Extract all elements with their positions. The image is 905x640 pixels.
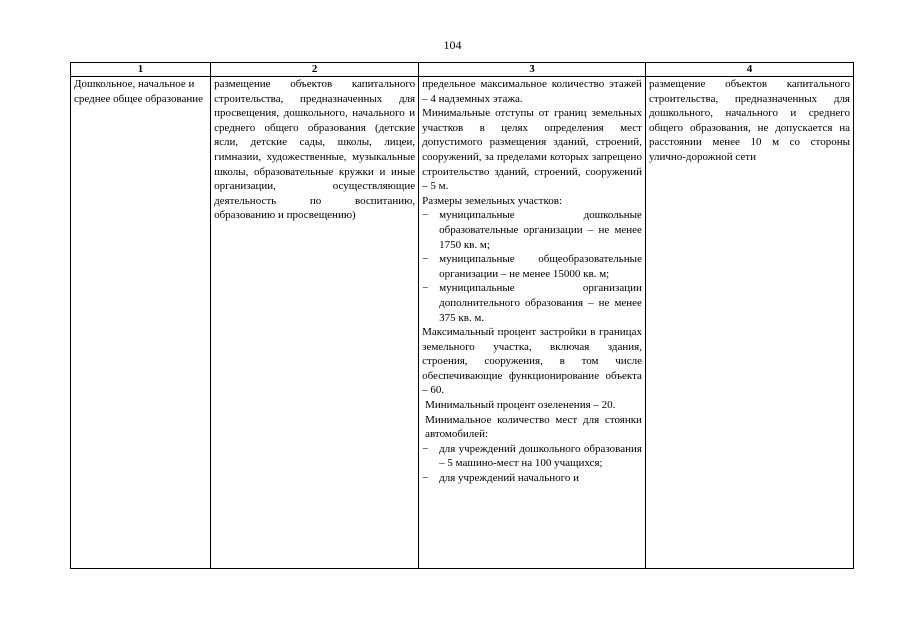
bullet-dash-icon: − (422, 209, 429, 222)
list-item-text: для учреждений начального и (439, 472, 580, 485)
max-floors-text: предельное максимальное количество этажей – 4 надземных этажа. (422, 78, 642, 105)
bullet-dash-icon: − (422, 253, 429, 266)
table-header-row (71, 63, 854, 77)
header-cell-1: 1 (71, 63, 211, 77)
list-item-text: муниципальные дошкольные образовательные организации – не менее 1750 кв. м; (439, 209, 642, 251)
list-item (422, 208, 642, 252)
list-item (422, 281, 642, 325)
bullet-dash-icon: − (422, 442, 429, 455)
table-row (71, 77, 854, 569)
description-cell (211, 77, 419, 569)
land-use-type-text: Дошкольное, начальное и среднее общее образование (74, 78, 204, 105)
list-item-text: муниципальные общеобразовательные организации – не менее 15000 кв. м; (439, 253, 642, 280)
restrictions-text: размещение объектов капитального строительства, предназначенных для дошкольного, начального и среднего общего образования, не допускается на расстоянии менее 10 м со стороны улично-дорожной сети (648, 78, 850, 163)
max-coverage-text: Максимальный процент застройки в границах земельного участка, включая здания, строения, сооружения, в том числе обеспечивающие функционирование объекта – 60. (422, 326, 642, 397)
description-text: размещение объектов капитального строительства, предназначенных для просвещения, дошкольного, начального и среднего общего образования (детские ясли, детские сады, школы, лицеи, гимназии, художественные, музыкальные школы, образовательные кружки и иные организации, осуществляющие деятельность по воспитанию, образованию и просвещению) (214, 78, 416, 222)
list-item (422, 442, 642, 471)
list-item (422, 471, 642, 486)
header-cell-2: 2 (211, 63, 419, 77)
bullet-dash-icon: − (422, 282, 429, 295)
regulations-table (70, 62, 854, 569)
plot-sizes-heading: Размеры земельных участков: (422, 194, 563, 207)
header-cell-4: 4 (645, 63, 853, 77)
setbacks-text: Минимальные отступы от границ земельных участков в целях определения мест допустимого размещения зданий, строений, сооружений, за пределами которых запрещено строительство зданий, строений, сооружений – 5 м. (422, 107, 642, 193)
list-item (422, 252, 642, 281)
land-use-type-cell (71, 77, 211, 569)
list-item-text: муниципальные организации дополнительного образования – не менее 375 кв. м. (439, 282, 642, 324)
parameters-cell (419, 77, 646, 569)
page-number: 104 (443, 38, 462, 52)
header-cell-3: 3 (419, 63, 646, 77)
bullet-dash-icon: − (422, 472, 429, 485)
list-item-text: для учреждений дошкольного образования – 5 машино-мест на 100 учащихся; (439, 442, 642, 470)
parking-heading: Минимальное количество мест для стоянки автомобилей: (425, 413, 642, 441)
min-greenery-text: Минимальный процент озеленения – 20. (425, 399, 616, 412)
restrictions-cell (645, 77, 853, 569)
